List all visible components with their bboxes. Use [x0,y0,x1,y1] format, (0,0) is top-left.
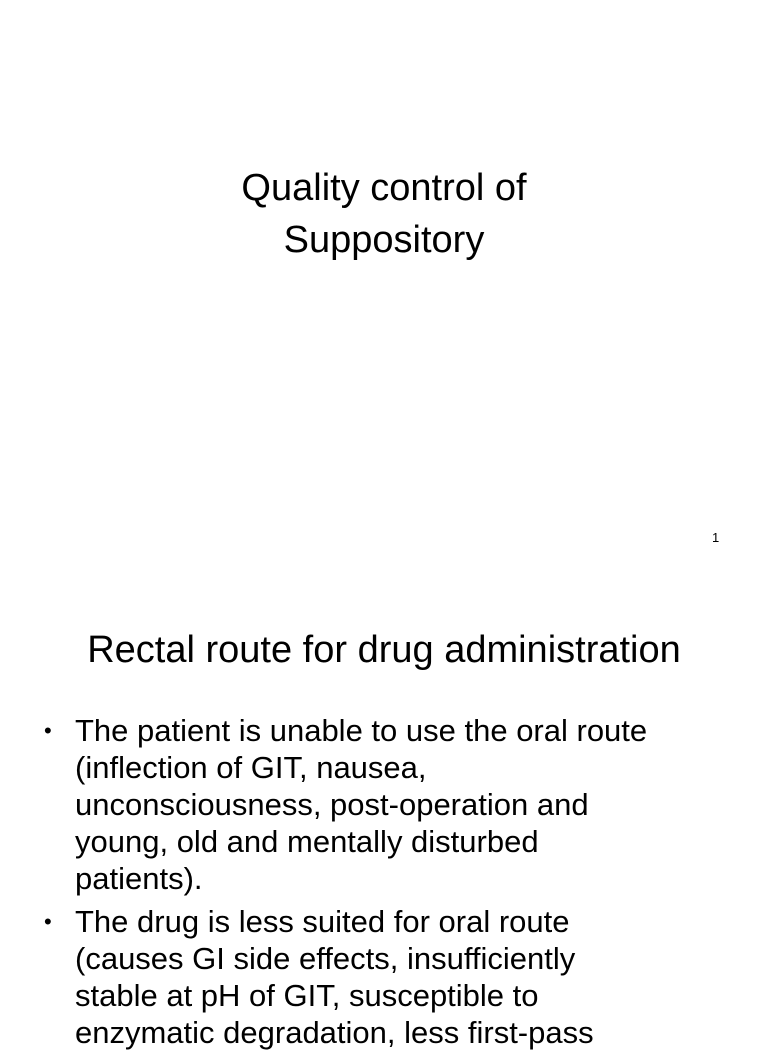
bullet-item [44,903,744,1051]
slide-2 [0,576,768,1050]
bullet-line: enzymatic degradation, less first-pass [75,1015,594,1050]
bullet-item [44,712,744,897]
slide-title [0,162,768,266]
bullet-line: patients). [75,861,203,896]
bullet-line: The drug is less suited for oral route [75,904,570,939]
bullet-line: The patient is unable to use the oral route [75,713,648,748]
bullet-list [44,712,744,1057]
page-number: 1 [712,530,720,545]
bullet-icon: • [44,718,52,743]
title-line: Suppository [283,219,485,261]
bullet-icon: • [44,909,52,934]
slide-title: Rectal route for drug administration [87,629,681,671]
title-line: Quality control of [241,167,527,209]
bullet-line: unconsciousness, post-operation and [75,787,589,822]
bullet-line: (inflection of GIT, nausea, [75,750,427,785]
bullet-line: young, old and mentally disturbed [75,824,539,859]
bullet-line: stable at pH of GIT, susceptible to [75,978,539,1013]
bullet-line: (causes GI side effects, insufficiently [75,941,576,976]
